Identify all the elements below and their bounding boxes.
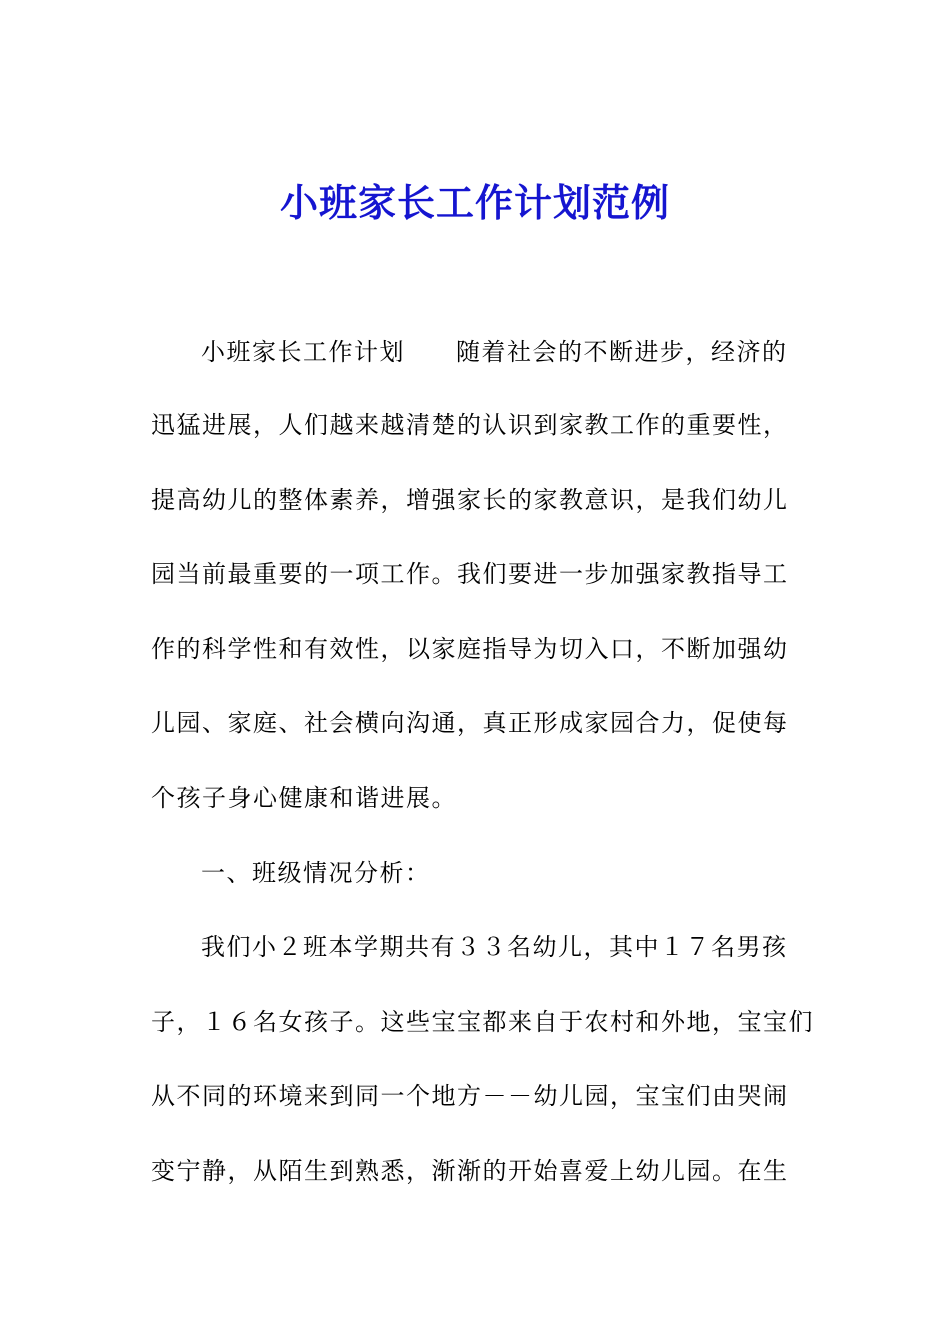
paragraph-2-line-2: 子，１６名女孩子。这些宝宝都来自于农村和外地，宝宝们 (151, 1008, 814, 1036)
paragraph-1-line-3: 提高幼儿的整体素养，增强家长的家教意识，是我们幼儿 (151, 486, 789, 514)
paragraph-1-line-4: 园当前最重要的一项工作。我们要进一步加强家教指导工 (151, 560, 789, 588)
paragraph-1-line-1: 小班家长工作计划 随着社会的不断进步，经济的 (201, 338, 788, 366)
paragraph-1-line-7: 个孩子身心健康和谐进展。 (151, 784, 457, 812)
section-heading-class-analysis: 一、班级情况分析： (201, 859, 431, 887)
paragraph-1-line-6: 儿园、家庭、社会横向沟通，真正形成家园合力，促使每 (151, 709, 789, 737)
paragraph-1-line-2: 迅猛进展，人们越来越清楚的认识到家教工作的重要性， (151, 411, 789, 439)
paragraph-2-line-3: 从不同的环境来到同一个地方－－幼儿园，宝宝们由哭闹 (151, 1082, 789, 1110)
paragraph-2-line-1: 我们小２班本学期共有３３名幼儿，其中１７名男孩 (201, 933, 788, 961)
document-title: 小班家长工作计划范例 (279, 180, 670, 225)
paragraph-1-line-5: 作的科学性和有效性，以家庭指导为切入口，不断加强幼 (151, 635, 789, 663)
paragraph-2-line-4: 变宁静，从陌生到熟悉，渐渐的开始喜爱上幼儿园。在生 (151, 1157, 789, 1185)
